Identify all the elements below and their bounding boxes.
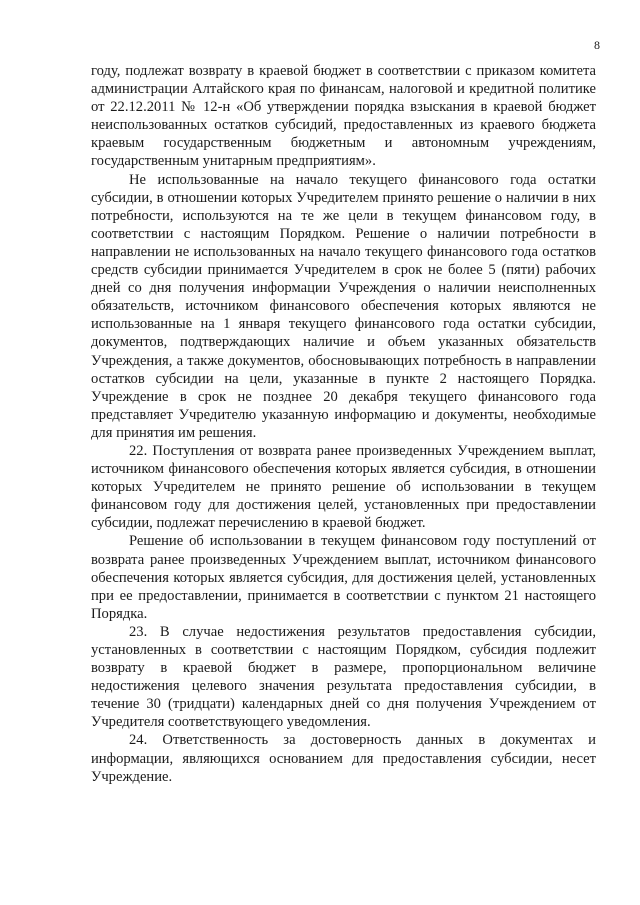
paragraph-clause-23: 23. В случае недостижения результатов предоставления субсидии, установленных в соответствии с настоящим Порядком, субсидия подлежит возврату в краевой бюджет в размере, пропорциональном величине недостижения целевого значения результата предоставления субсидии, в течение 30 (тридцати) календарных дней со дня получения Учреждением от Учредителя соответствующего уведомления. <box>91 623 596 731</box>
paragraph-clause-24: 24. Ответственность за достоверность данных в документах и информации, являющихся основанием для предоставления субсидии, несет Учреждение. <box>91 732 596 785</box>
paragraph-continuation: году, подлежат возврату в краевой бюджет в соответствии с приказом комитета администрации Алтайского края по финансам, налоговой и кредитной политике от 22.12.2011 № 12-н «Об утверждении порядка взыскания в краевой бюджет неиспользованных остатков субсидий, предоставленных из краевого бюджета краевым государственным бюджетным и автономным учреждениям, государственным унитарным предприятиям». <box>91 63 596 170</box>
paragraph-clause-22-decision: Решение об использовании в текущем финансовом году поступлений от возврата ранее произведенных Учреждением выплат, источником финансового обеспечения которых является субсидия, для достижения целей, установленных при ее предоставлении, принимается в соответствии с пунктом 21 настоящего Порядка. <box>91 533 596 622</box>
document-body <box>91 62 596 786</box>
page-number: 8 <box>594 38 600 52</box>
paragraph-unused-balances: Не использованные на начало текущего финансового года остатки субсидии, в отношении которых Учредителем принято решение о наличии в них потребности, используются на те же цели в текущем финансовом году, в соответствии с настоящим Порядком. Решение о наличии потребности в направлении не использованных на начало текущего финансового года остатков средств субсидии принимается Учредителем в срок не более 5 (пяти) рабочих дней со дня получения информации Учреждения о наличии неисполненных обязательств, источником финансового обеспечения которых являются не использованные на 1 января текущего финансового года остатки субсидии, документов, подтверждающих наличие и объем указанных обязательств Учреждения, а также документов, обосновывающих потребность в направлении остатков субсидии на цели, указанные в пункте 2 настоящего Порядка. Учреждение в срок не позднее 20 декабря текущего финансового года представляет Учредителю указанную информацию и документы, необходимые для принятия им решения. <box>91 171 596 441</box>
paragraph-clause-22: 22. Поступления от возврата ранее произведенных Учреждением выплат, источником финансового обеспечения которых является субсидия, в отношении которых Учредителем не принято решение об использовании в текущем финансовом году для достижения целей, установленных при предоставлении субсидии, подлежат перечислению в краевой бюджет. <box>91 442 596 532</box>
